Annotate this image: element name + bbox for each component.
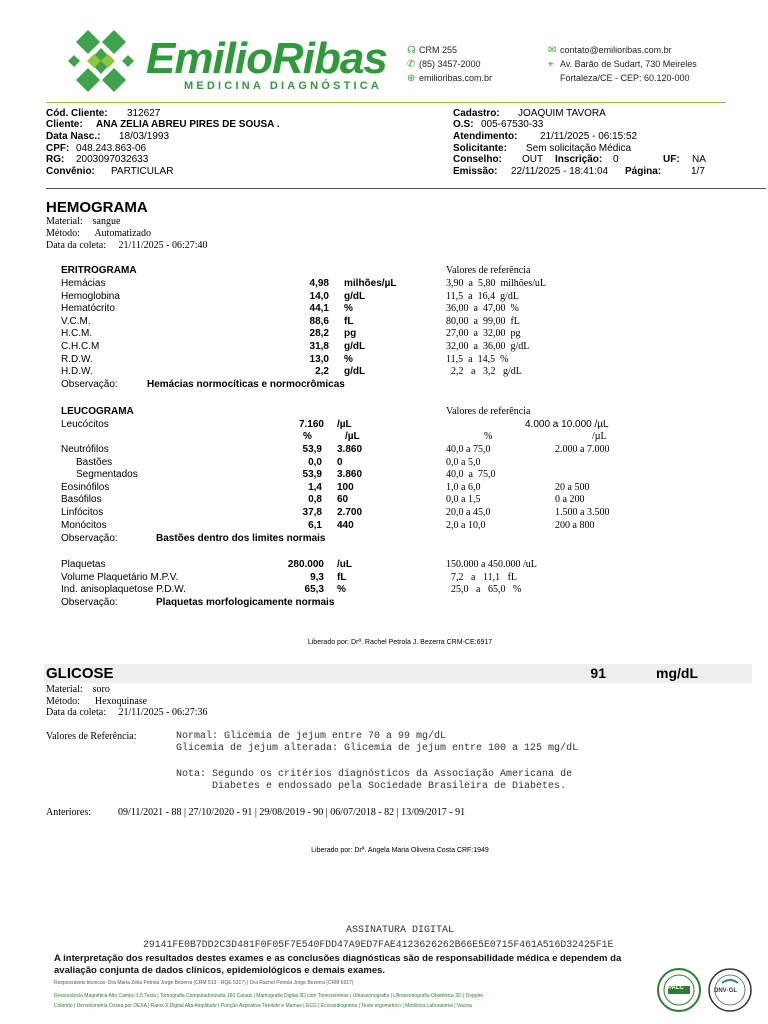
leucocitos-ref: 4.000 a 10.000 /µL bbox=[525, 419, 609, 430]
leuco-obs-label: Observação: bbox=[61, 533, 118, 544]
eritro-row-unit: g/dL bbox=[344, 291, 366, 302]
rg-value: 2003097032633 bbox=[76, 154, 149, 165]
contact-city: Fortaleza/CE - CEP: 60.120-000 bbox=[560, 73, 690, 83]
eritro-row-ref: 3,90 a 5,80 milhões/uL bbox=[446, 278, 546, 289]
hemograma-title: HEMOGRAMA bbox=[46, 199, 148, 216]
cadastro-label: Cadastro: bbox=[453, 108, 500, 119]
glicose-anteriores: 09/11/2021 - 88 | 27/10/2020 - 91 | 29/08/2019 - 90 | 06/07/2018 - 82 | 13/09/2017 - 91 bbox=[118, 807, 466, 818]
eritrograma-title: ERITROGRAMA bbox=[61, 265, 137, 276]
emissao-value: 22/11/2025 - 18:41:04 bbox=[511, 166, 609, 177]
leuco-row-name: Basófilos bbox=[61, 494, 102, 505]
leuco-row-ref-abs: 1.500 a 3.500 bbox=[555, 507, 610, 518]
leuco-row-name: Monócitos bbox=[61, 520, 107, 531]
glicose-unit: mg/dL bbox=[656, 665, 698, 681]
header-divider bbox=[46, 102, 726, 103]
plaq-row-unit: % bbox=[337, 584, 346, 595]
eritro-row-value: 44,1 bbox=[309, 303, 329, 314]
leuco-obs-text: Bastões dentro dos limites normais bbox=[156, 533, 326, 544]
contact-crm: ☊ CRM 255 bbox=[407, 45, 458, 56]
leuco-row-name: Neutrófilos bbox=[61, 444, 109, 455]
glicose-ref-line-1: Normal: Glicemia de jejum entre 70 a 99 mg/dL bbox=[176, 731, 447, 742]
logo-mark bbox=[66, 28, 136, 94]
globe-icon: ⊕ bbox=[407, 73, 416, 84]
contact-website[interactable]: ⊕ emilioribas.com.br bbox=[407, 73, 493, 84]
leucocitos-name: Leucócitos bbox=[61, 419, 109, 430]
servicos-line-2: Colorido | Densitometria Óssea por DEXA | Raios X Digital Alta Amplitude | Punção Aspirativa Tireóide e Mamas | ECG | Ecocardiograma | Teste ergométrico | Medicina Laboratorial | Vacina bbox=[54, 1003, 472, 1009]
atendimento-value: 21/11/2025 - 06:15:52 bbox=[540, 131, 638, 142]
eritro-row-name: Hemoglobina bbox=[61, 291, 120, 302]
uf-label: UF: bbox=[663, 154, 680, 165]
leuco-row-abs: 2.700 bbox=[337, 507, 363, 518]
plaq-row-unit: fL bbox=[337, 572, 347, 583]
ref-abs-col-header: /µL bbox=[592, 431, 607, 442]
eritro-obs-text: Hemácias normocíticas e normocrômicas bbox=[147, 379, 345, 390]
leuco-row-abs: 60 bbox=[337, 494, 349, 505]
conselho-value: OUT bbox=[522, 154, 544, 165]
abs-col-header: /µL bbox=[345, 431, 360, 442]
eritro-row-name: R.D.W. bbox=[61, 354, 93, 365]
palc-seal-text: PALC bbox=[668, 985, 684, 991]
eritro-row-ref: 11,5 a 16,4 g/dL bbox=[446, 291, 519, 302]
leuco-row-ref-abs: 200 a 800 bbox=[555, 520, 595, 531]
leuco-row-ref-pct: 2,0 a 10,0 bbox=[446, 520, 486, 531]
disclaimer-line-1: A interpretação dos resultados destes exames e as conclusões diagnósticas são de responsabilidade médica e dependem da bbox=[54, 953, 622, 964]
nasc-value: 18/03/1993 bbox=[119, 131, 170, 142]
pagina-label: Página: bbox=[625, 166, 662, 177]
brand-subtitle: MEDICINA DIAGNÓSTICA bbox=[184, 80, 383, 92]
plaq-row-name: Plaquetas bbox=[61, 559, 106, 570]
leuco-row-abs: 440 bbox=[337, 520, 354, 531]
eritro-obs-label: Observação: bbox=[61, 379, 118, 390]
leuco-row-abs: 0 bbox=[337, 457, 343, 468]
contact-email[interactable]: ✉ contato@emilioribas.com.br bbox=[548, 45, 672, 56]
eritro-row-unit: % bbox=[344, 354, 353, 365]
plaq-row-ref: 25,0 a 65,0 % bbox=[446, 584, 522, 595]
eritro-row-unit: % bbox=[344, 303, 353, 314]
leuco-row-name: Bastões bbox=[76, 457, 113, 468]
leucograma-title: LEUCOGRAMA bbox=[61, 406, 134, 417]
leuco-row-pct: 1,4 bbox=[308, 482, 322, 493]
eritro-row-unit: g/dL bbox=[344, 366, 366, 377]
eritro-row-ref: 32,00 a 36,00 g/dL bbox=[446, 341, 530, 352]
leucocitos-unit: /µL bbox=[337, 419, 352, 430]
disclaimer-line-2: avaliação conjunta de dados clínicos, epidemiológicos e demais exames. bbox=[54, 965, 386, 976]
eritro-row-ref: 2,2 a 3,2 g/dL bbox=[446, 366, 522, 377]
leuco-row-pct: 37,8 bbox=[302, 507, 322, 518]
leuco-row-pct: 53,9 bbox=[302, 444, 322, 455]
glicose-value: 91 bbox=[590, 665, 606, 681]
rg-label: RG: bbox=[46, 154, 65, 165]
leuco-row-ref-pct: 0,0 a 5,0 bbox=[446, 457, 481, 468]
location-icon: ⌖ bbox=[548, 59, 554, 70]
leuco-row-abs: 3.860 bbox=[337, 469, 363, 480]
plaq-row-name: Volume Plaquetário M.P.V. bbox=[61, 572, 179, 583]
glicose-ref-line-5: Diabetes e endossado pela Sociedade Brasileira de Diabetes. bbox=[176, 781, 567, 792]
phone-icon: ☊ bbox=[407, 45, 416, 56]
leuco-row-pct: 0,0 bbox=[308, 457, 322, 468]
brand-name: EmilioRibas bbox=[146, 34, 387, 83]
assinatura-hash: 29141FE0B7DD2C3D481F0F05F7E540FDD47A9ED7FAE4123626262B66E5E0715F461A516D32425F1E bbox=[143, 939, 614, 950]
eritro-row-name: H.C.M. bbox=[61, 328, 93, 339]
glicose-material: Material: soro bbox=[46, 684, 110, 695]
solicitante-label: Solicitante: bbox=[453, 143, 507, 154]
plaq-obs-label: Observação: bbox=[61, 597, 118, 608]
eritro-row-name: H.D.W. bbox=[61, 366, 93, 377]
leuco-row-ref-abs: 0 a 200 bbox=[555, 494, 585, 505]
convenio-value: PARTICULAR bbox=[111, 166, 174, 177]
hemograma-metodo: Método: Automatizado bbox=[46, 228, 151, 239]
leuco-row-name: Linfócitos bbox=[61, 507, 104, 518]
conselho-label: Conselho: bbox=[453, 154, 502, 165]
responsaveis-tecnicos: Responsáveis técnicos: Dra Maria Zélia Petrola Jorge Bezerra (CRM 513 · RQE 5317) | Dra Rachel Petrola Jorge Bezerra (CRM 6917) bbox=[54, 980, 354, 986]
hemograma-material: Material: sangue bbox=[46, 216, 121, 227]
mail-icon: ✉ bbox=[548, 45, 557, 56]
leuco-row-ref-pct: 40,0 a 75,0 bbox=[446, 444, 491, 455]
cadastro-value: JOAQUIM TAVORA bbox=[518, 108, 606, 119]
glicose-ref-line-4: Nota: Segundo os critérios diagnósticos da Associação Americana de bbox=[176, 769, 573, 780]
os-value: 005-67530-33 bbox=[481, 119, 544, 130]
plaq-row-value: 280.000 bbox=[287, 559, 324, 570]
pct-col-header: % bbox=[303, 431, 312, 442]
inscricao-label: Inscrição: bbox=[555, 154, 603, 165]
assinatura-digital-label: ASSINATURA DIGITAL bbox=[345, 925, 455, 936]
leuco-ref-header: Valores de referência bbox=[446, 406, 531, 417]
eritro-row-ref: 80,00 a 99,00 fL bbox=[446, 316, 520, 327]
glicose-title: GLICOSE bbox=[46, 665, 114, 682]
inscricao-value: 0 bbox=[613, 154, 619, 165]
eritro-row-ref: 11,5 a 14,5 % bbox=[446, 354, 509, 365]
leuco-row-abs: 100 bbox=[337, 482, 354, 493]
glicose-ref-line-2: Glicemia de jejum alterada: Glicemia de jejum entre 100 a 125 mg/dL bbox=[176, 743, 579, 754]
leuco-row-ref-pct: 1,0 a 6,0 bbox=[446, 482, 481, 493]
plaq-row-unit: /uL bbox=[337, 559, 352, 570]
eritro-row-unit: g/dL bbox=[344, 341, 366, 352]
uf-value: NA bbox=[692, 154, 706, 165]
eritro-row-value: 88,6 bbox=[309, 316, 329, 327]
cliente-value: ANA ZELIA ABREU PIRES DE SOUSA . bbox=[96, 119, 280, 130]
plaq-row-ref: 150.000 a 450.000 /uL bbox=[446, 559, 537, 570]
nasc-label: Data Nasc.: bbox=[46, 131, 101, 142]
glicose-title-bar bbox=[44, 664, 752, 683]
pagina-value: 1/7 bbox=[691, 166, 705, 177]
leuco-row-ref-abs: 20 a 500 bbox=[555, 482, 590, 493]
leuco-row-name: Segmentados bbox=[76, 469, 138, 480]
eritro-row-ref: 36,00 a 47,00 % bbox=[446, 303, 519, 314]
plaq-row-ref: 7,2 a 11,1 fL bbox=[446, 572, 518, 583]
dnv-seal-text: DNV·GL bbox=[714, 988, 737, 994]
leuco-row-name: Eosinófilos bbox=[61, 482, 110, 493]
ref-pct-col-header: % bbox=[484, 431, 493, 442]
plaq-row-value: 65,3 bbox=[304, 584, 324, 595]
cpf-label: CPF: bbox=[46, 143, 70, 154]
eritro-row-name: V.C.M. bbox=[61, 316, 91, 327]
whatsapp-icon: ✆ bbox=[407, 59, 416, 70]
cliente-label: Cliente: bbox=[46, 119, 83, 130]
leuco-row-abs: 3.860 bbox=[337, 444, 363, 455]
glicose-anteriores-label: Anteriores: bbox=[46, 807, 91, 818]
leuco-row-ref-abs: 2.000 a 7.000 bbox=[555, 444, 610, 455]
leuco-row-pct: 0,8 bbox=[308, 494, 322, 505]
eritro-row-value: 2,2 bbox=[315, 366, 329, 377]
emissao-label: Emissão: bbox=[453, 166, 498, 177]
plaq-row-name: Ind. anisoplaquetose P.D.W. bbox=[61, 584, 186, 595]
eritro-row-value: 31,8 bbox=[309, 341, 329, 352]
atendimento-label: Atendimento: bbox=[453, 131, 518, 142]
eritro-row-name: C.H.C.M bbox=[61, 341, 100, 352]
cpf-value: 048.243.863-06 bbox=[76, 143, 147, 154]
leuco-row-ref-pct: 20,0 a 45,0 bbox=[446, 507, 491, 518]
plaq-row-value: 9,3 bbox=[310, 572, 324, 583]
glicose-ref-label: Valores de Referência: bbox=[46, 731, 137, 742]
patient-divider bbox=[46, 188, 766, 189]
eritro-ref-header: Valores de referência bbox=[446, 265, 531, 276]
servicos-line-1: Ressonância Magnética Alto Campo 1,5 Tesla | Tomografia Computadorizada 160 Canais | Mamografia Digital 3D com Tomossíntese | Ultrassonografia | Ultrassonografia Obstétrica 3D | Doppler bbox=[54, 993, 484, 999]
eritro-row-ref: 27,00 a 32,00 pg bbox=[446, 328, 521, 339]
cod-cliente-label: Cód. Cliente: bbox=[46, 108, 108, 119]
eritro-row-value: 4,98 bbox=[309, 278, 329, 289]
solicitante-value: Sem solicitação Médica bbox=[526, 143, 632, 154]
convenio-label: Convênio: bbox=[46, 166, 95, 177]
eritro-row-unit: fL bbox=[344, 316, 354, 327]
eritro-row-name: Hemácias bbox=[61, 278, 106, 289]
hemograma-coleta: Data da coleta: 21/11/2025 - 06:27:40 bbox=[46, 240, 208, 251]
glicose-coleta: Data da coleta: 21/11/2025 - 06:27:36 bbox=[46, 707, 208, 718]
leuco-row-ref-pct: 40,0 a 75,0 bbox=[446, 469, 496, 480]
leuco-row-pct: 53,9 bbox=[302, 469, 322, 480]
eritro-row-value: 28,2 bbox=[309, 328, 329, 339]
plaq-obs-text: Plaquetas morfologicamente normais bbox=[156, 597, 335, 608]
glicose-metodo: Método: Hexoquinase bbox=[46, 696, 148, 707]
contact-address: ⌖ Av. Barão de Sudart, 730 Meireles bbox=[548, 59, 697, 70]
eritro-row-unit: milhões/µL bbox=[344, 278, 397, 289]
eritro-row-name: Hematócrito bbox=[61, 303, 115, 314]
eritro-row-value: 14,0 bbox=[309, 291, 329, 302]
eritro-row-value: 13,0 bbox=[309, 354, 329, 365]
hemograma-liberado: Liberado por: Drª. Rachel Petrola J. Bezerra CRM-CE:6917 bbox=[307, 639, 493, 646]
eritro-row-unit: pg bbox=[344, 328, 357, 339]
leuco-row-pct: 6,1 bbox=[308, 520, 322, 531]
os-label: O.S: bbox=[453, 119, 474, 130]
contact-phone: ✆ (85) 3457-2000 bbox=[407, 59, 481, 70]
glicose-liberado: Liberado por: Drª. Angela Maria Oliveira Costa CRF:1949 bbox=[311, 847, 489, 854]
leuco-row-ref-pct: 0,0 a 1,5 bbox=[446, 494, 481, 505]
leucocitos-value: 7.160 bbox=[298, 419, 324, 430]
cod-cliente-value: 312627 bbox=[127, 108, 161, 119]
